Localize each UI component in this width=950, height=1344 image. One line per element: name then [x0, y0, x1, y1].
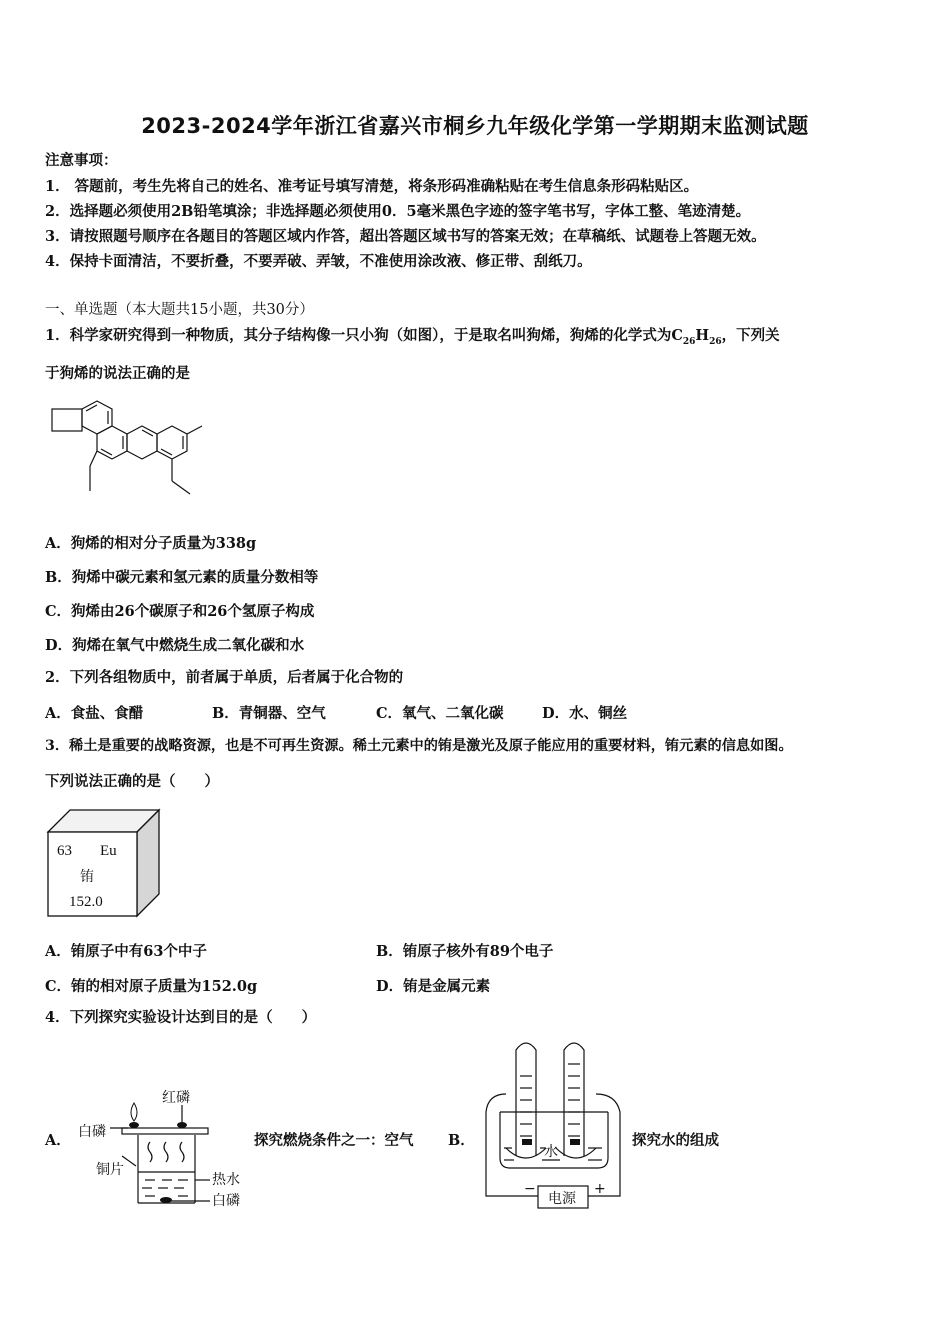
q3-stem-line2: 下列说法正确的是（ ）	[45, 773, 219, 790]
section-heading: 一、单选题（本大题共15小题，共30分）	[45, 302, 314, 318]
q1-option-a[interactable]: A．狗烯的相对分子质量为338g	[45, 535, 257, 552]
label-water: 水	[544, 1144, 558, 1160]
label-white-phosphorus-bottom: 白磷	[212, 1193, 240, 1209]
q1-option-c[interactable]: C．狗烯由26个碳原子和26个氢原子构成	[45, 603, 315, 620]
element-cell-figure	[45, 806, 165, 921]
q1-option-d[interactable]: D．狗烯在氧气中燃烧生成二氧化碳和水	[45, 637, 305, 654]
label-negative: −	[524, 1181, 536, 1197]
q4-option-b-text: 探究水的组成	[632, 1132, 719, 1149]
label-white-phosphorus-top: 白磷	[78, 1124, 106, 1140]
notice-item-2: 2．选择题必须使用2B铅笔填涂；非选择题必须使用0．5毫米黑色字迹的签字笔书写，字体工整、笔迹清楚。	[45, 203, 751, 220]
q1-stem: 1．科学家研究得到一种物质，其分子结构像一只小狗（如图），于是取名叫狗烯，狗烯的化学式为$C_{26}H_{26}$，下列关	[45, 327, 780, 347]
notice-item-4: 4．保持卡面清洁，不要折叠，不要弄破、弄皱，不准使用涂改液、修正带、刮纸刀。	[45, 253, 592, 270]
element-mass: 152.0	[69, 894, 103, 910]
combustion-experiment-figure	[70, 1080, 260, 1215]
label-hot-water: 热水	[212, 1172, 240, 1188]
element-number: 63	[57, 843, 72, 859]
notice-item-3: 3．请按照题号顺序在各题目的答题区域内作答，超出答题区域书写的答案无效；在草稿纸、试题卷上答题无效。	[45, 228, 766, 245]
label-copper-plate: 铜片	[96, 1162, 124, 1178]
q3-option-c[interactable]: C．铕的相对原子质量为152.0g	[45, 978, 258, 995]
q3-option-a[interactable]: A．铕原子中有63个中子	[45, 943, 207, 960]
q2-option-a[interactable]: A．食盐、食醋	[45, 705, 144, 722]
q1-formula: $C_{26}H_{26}$	[671, 327, 722, 347]
q3-option-d[interactable]: D．铕是金属元素	[376, 978, 491, 995]
label-power-source: 电源	[548, 1191, 576, 1207]
electrolysis-experiment-figure	[480, 1036, 630, 1216]
element-name: 铕	[80, 869, 94, 885]
q3-option-b[interactable]: B．铕原子核外有89个电子	[376, 943, 554, 960]
notice-item-1: 1． 答题前，考生先将自己的姓名、准考证号填写清楚，将条形码准确粘贴在考生信息条形码粘贴区。	[45, 178, 699, 195]
notice-heading: 注意事项：	[45, 152, 118, 169]
q2-stem: 2．下列各组物质中，前者属于单质，后者属于化合物的	[45, 669, 404, 686]
q4-stem: 4．下列探究实验设计达到目的是（ ）	[45, 1009, 317, 1026]
q1-option-b[interactable]: B．狗烯中碳元素和氢元素的质量分数相等	[45, 569, 319, 586]
q4-option-a-text: 探究燃烧条件之一：空气	[254, 1132, 414, 1149]
dogene-structure-figure	[40, 396, 220, 516]
q1-stem-line2: 于狗烯的说法正确的是	[45, 365, 190, 382]
label-red-phosphorus: 红磷	[162, 1090, 190, 1106]
q2-option-c[interactable]: C．氧气、二氧化碳	[376, 705, 504, 722]
element-symbol: Eu	[100, 843, 117, 859]
q2-option-d[interactable]: D．水、铜丝	[542, 705, 628, 722]
q3-stem: 3．稀土是重要的战略资源，也是不可再生资源。稀土元素中的铕是激光及原子能应用的重要材料，铕元素的信息如图。	[45, 738, 793, 754]
label-positive: +	[594, 1181, 606, 1197]
q4-option-b-label[interactable]: B．	[448, 1132, 475, 1149]
q2-option-b[interactable]: B．青铜器、空气	[212, 705, 326, 722]
q4-option-a-label[interactable]: A．	[45, 1132, 71, 1149]
page-title: 2023-2024学年浙江省嘉兴市桐乡九年级化学第一学期期末监测试题	[141, 114, 809, 138]
